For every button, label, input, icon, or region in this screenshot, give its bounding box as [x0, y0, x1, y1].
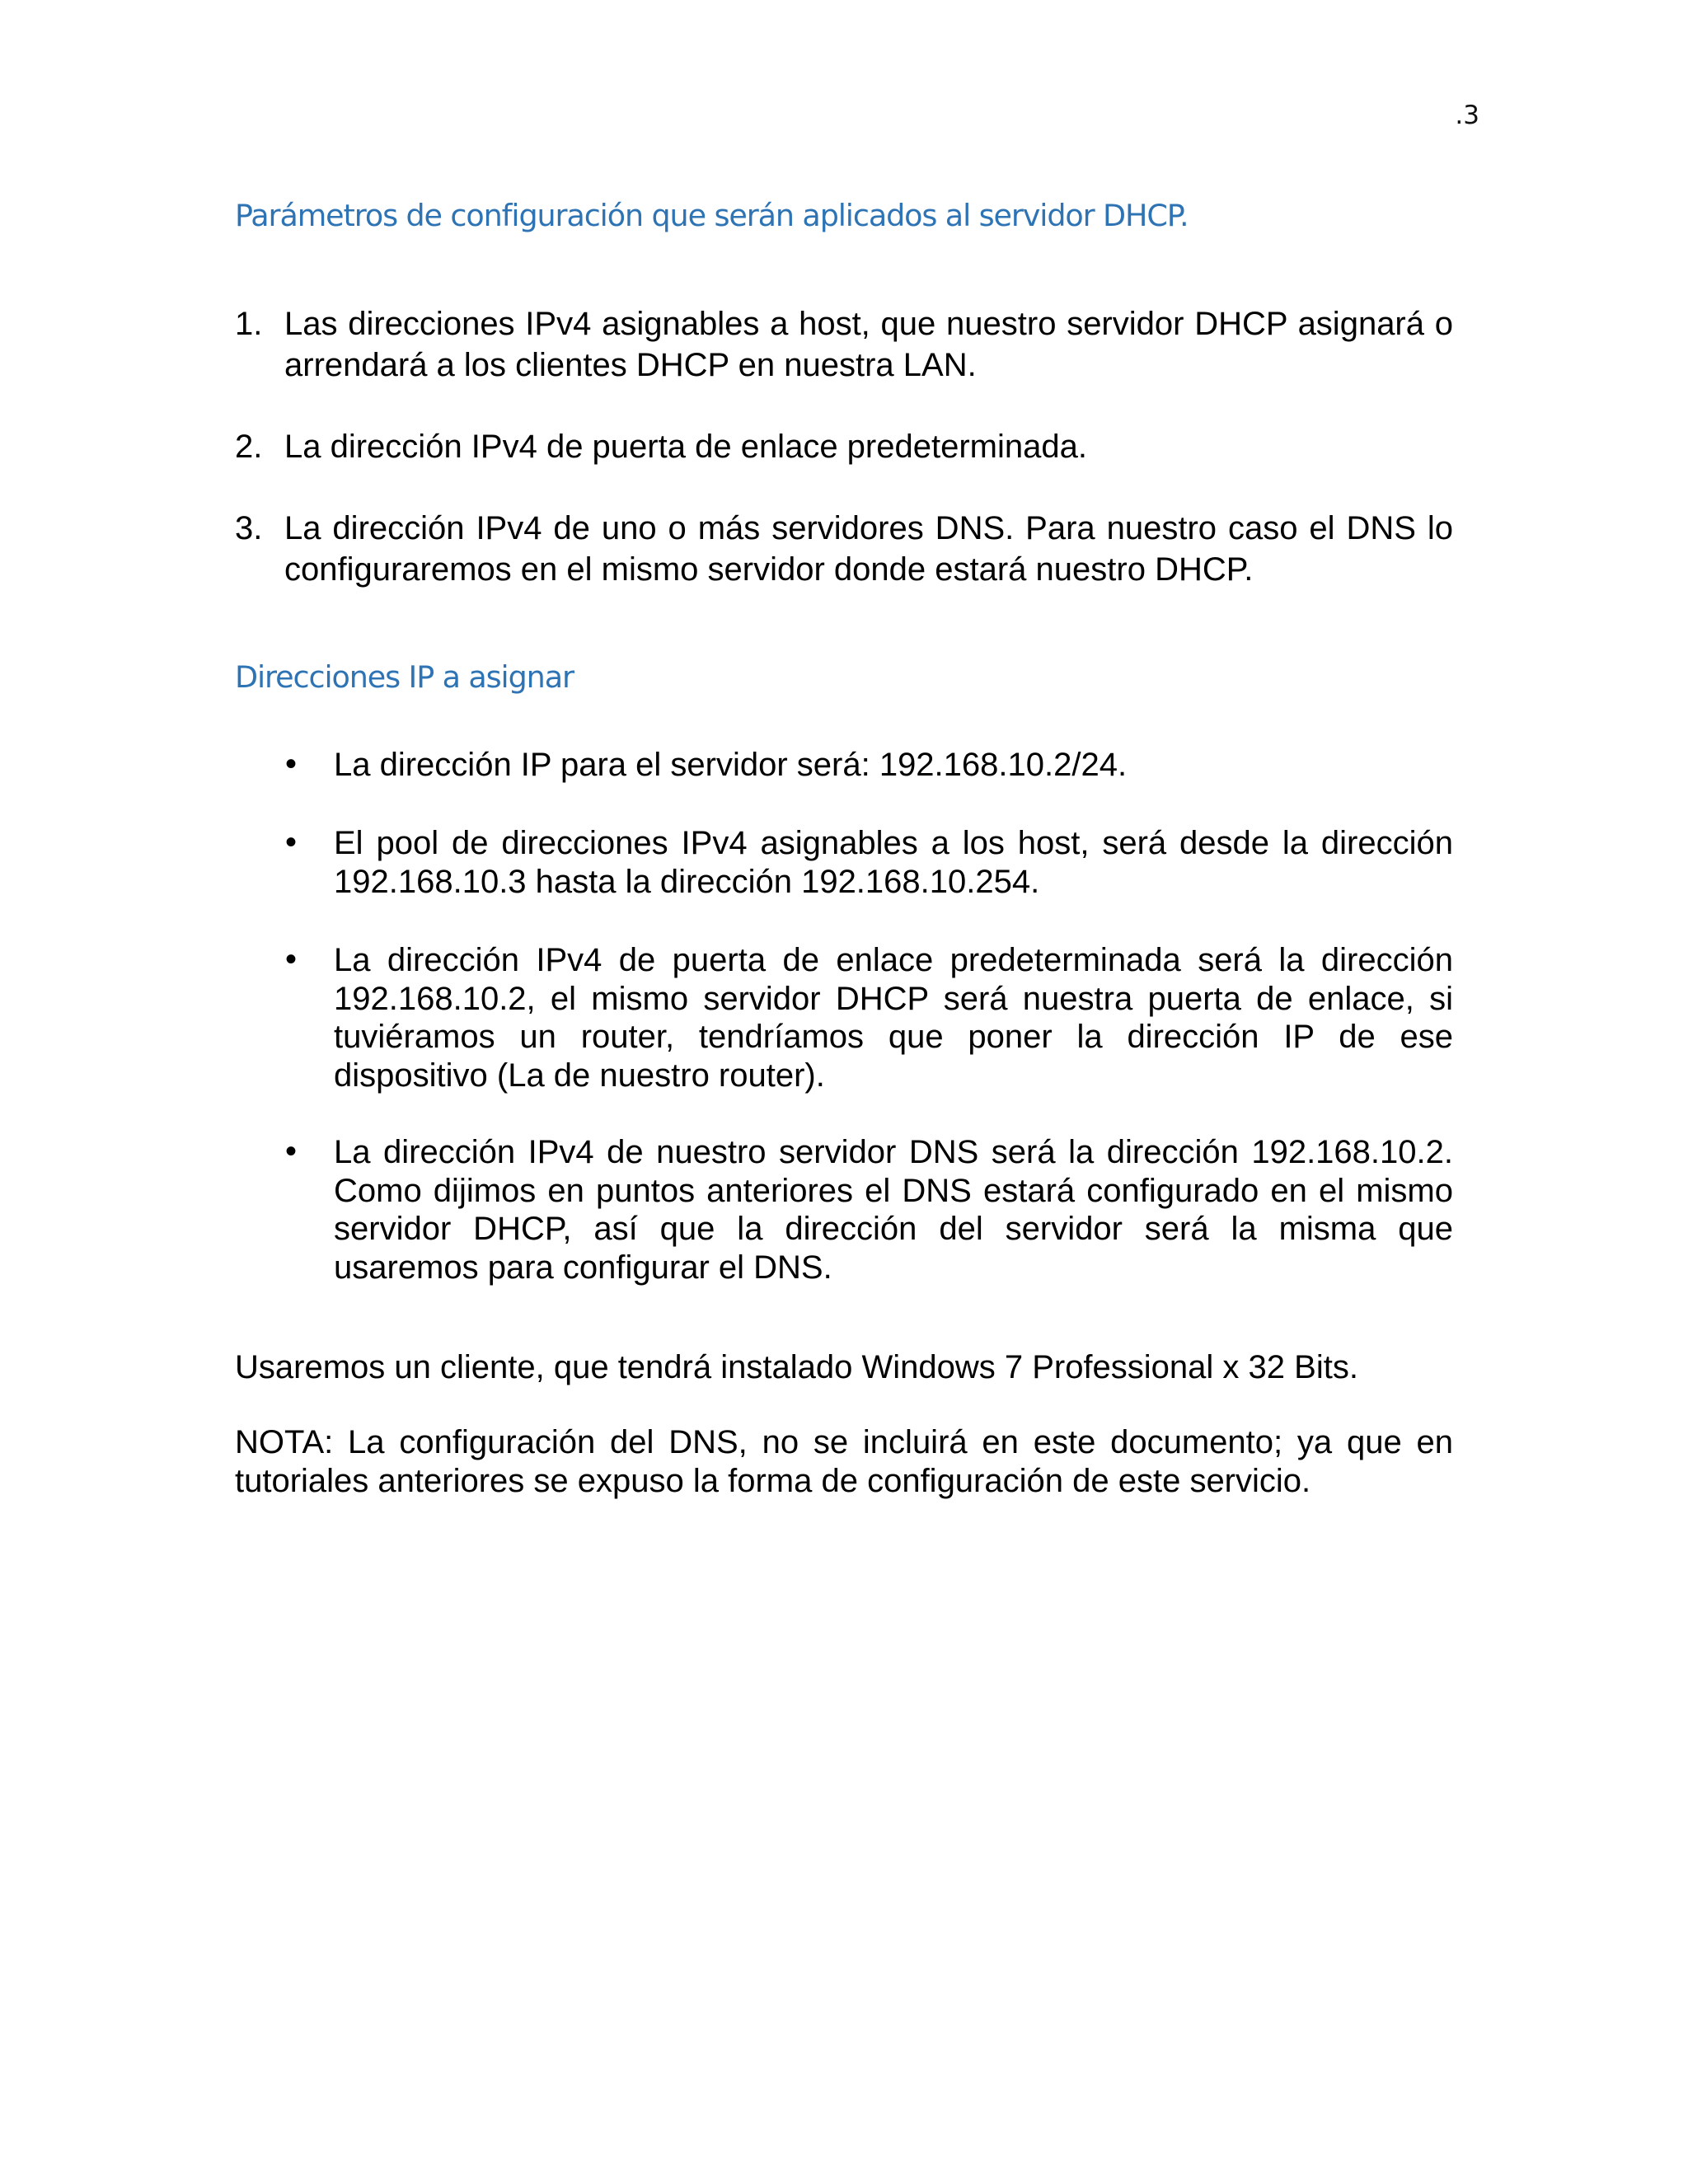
bullet-icon: • — [285, 824, 298, 860]
bullet-icon: • — [285, 1133, 298, 1169]
section-heading-ip-addresses: Direcciones IP a asignar — [235, 659, 574, 695]
list-item-text: La dirección IPv4 de uno o más servidores DNS. Para nuestro caso el DNS lo configuraremos en el mismo servidor donde estará nuestro DHCP. — [284, 510, 1453, 588]
bullet-icon: • — [285, 746, 298, 782]
list-item-text: La dirección IP para el servidor será: 192.168.10.2/24. — [334, 747, 1128, 783]
page-number: .3 — [1455, 101, 1479, 130]
list-item-text: La dirección IPv4 de puerta de enlace predeterminada. — [284, 429, 1087, 465]
list-item-text: Las direcciones IPv4 asignables a host, que nuestro servidor DHCP asignará o arrendará a los clientes DHCP en nuestra LAN. — [284, 306, 1453, 383]
section-heading-config-params: Parámetros de configuración que serán aplicados al servidor DHCP. — [235, 198, 1189, 233]
client-paragraph: Usaremos un cliente, que tendrá instalado Windows 7 Professional x 32 Bits. — [235, 1349, 1358, 1385]
list-item-number: 3. — [235, 510, 263, 546]
list-item-text: El pool de direcciones IPv4 asignables a los host, será desde la dirección 192.168.10.3 hasta la dirección 192.168.10.254. — [334, 825, 1453, 900]
list-item-text: La dirección IPv4 de puerta de enlace predeterminada será la dirección 192.168.10.2, el mismo servidor DHCP será nuestra puerta de enlace, si tuviéramos un router, tendríamos que poner la dirección IP de ese dispositivo (La de nuestro router). — [334, 942, 1453, 1094]
bullet-icon: • — [285, 941, 298, 977]
note-paragraph: NOTA: La configuración del DNS, no se incluirá en este documento; ya que en tutoriales anteriores se expuso la forma de configuración de este servicio. — [235, 1424, 1453, 1499]
list-item-number: 1. — [235, 306, 263, 342]
list-item-number: 2. — [235, 429, 263, 465]
list-item-text: La dirección IPv4 de nuestro servidor DNS será la dirección 192.168.10.2. Como dijimos en puntos anteriores el DNS estará configurado en el mismo servidor DHCP, así que la dirección del servidor será la misma que usaremos para configurar el DNS. — [334, 1134, 1453, 1286]
